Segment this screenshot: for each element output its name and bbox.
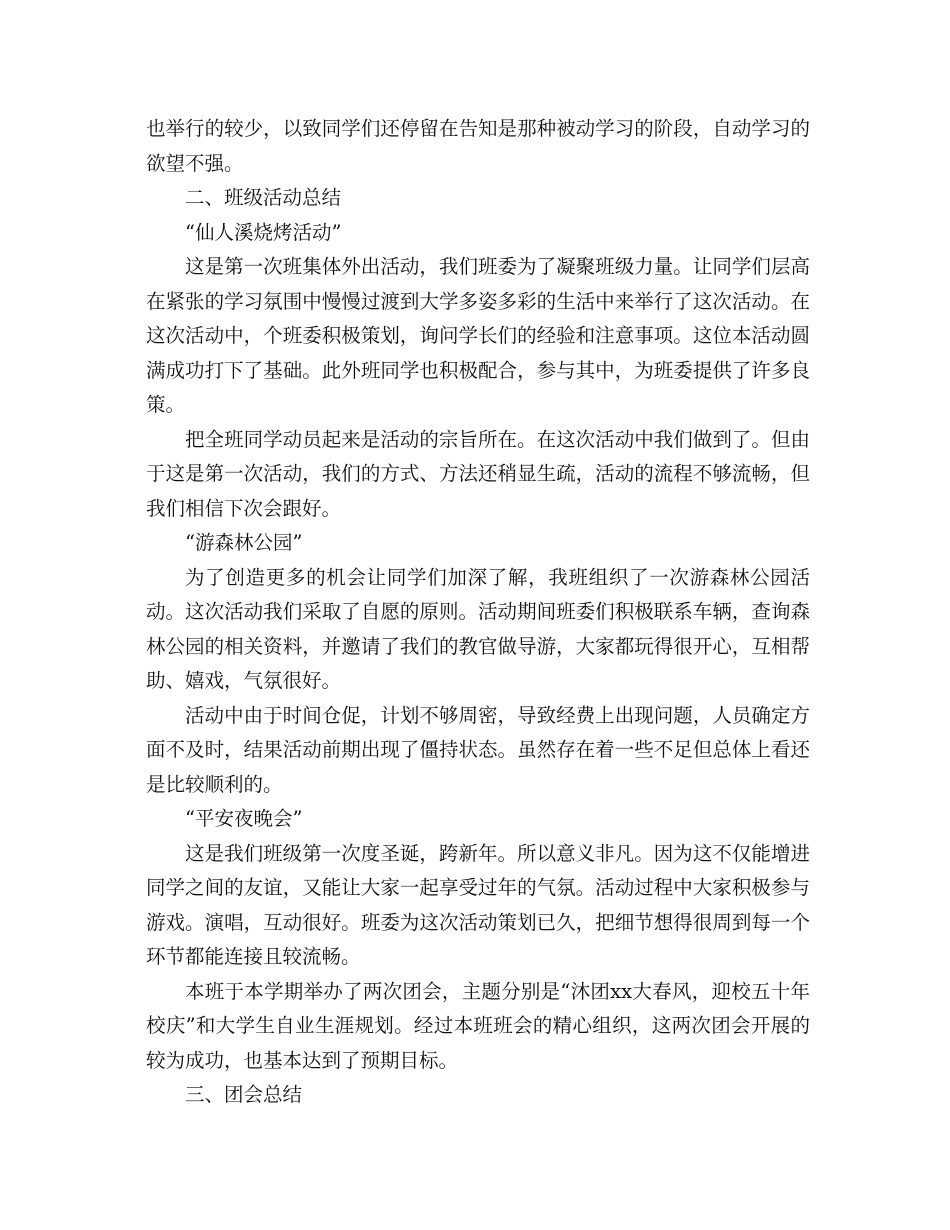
section-heading-league-summary: 三、团会总结: [185, 1083, 303, 1106]
paragraph-forest-2: 活动中由于时间仓促，计划不够周密，导致经费上出现问题，人员确定方面不及时，结果活动前期出现了僵持状态。虽然存在着一些不足但总体上看还是比较顺利的。: [146, 703, 810, 796]
paragraph-forest-1: 为了创造更多的机会让同学们加深了解，我班组织了一次游森林公园活动。这次活动我们采取了自愿的原则。活动期间班委们积极联系车辆，查询森林公园的相关资料，并邀请了我们的教官做导游，大家都玩得很开心，互相帮助、嬉戏，气氛很好。: [146, 565, 810, 692]
document-page: [146, 112, 810, 1113]
paragraph-intro: 也举行的较少，以致同学们还停留在告知是那种被动学习的阶段，自动学习的欲望不强。: [146, 117, 810, 175]
subheading-forest-park: “游森林公园”: [185, 531, 303, 554]
paragraph-league-meetings: 本班于本学期举办了两次团会，主题分别是“沐团xx大春风，迎校五十年校庆”和大学生自业生涯规划。经过本班班会的精心组织，这两次团会开展的较为成功，也基本达到了预期目标。: [146, 979, 810, 1072]
subheading-christmas-eve-party: “平安夜晚会”: [185, 807, 303, 830]
paragraph-bbq-1: 这是第一次班集体外出活动，我们班委为了凝聚班级力量。让同学们层高在紧张的学习氛围中慢慢过渡到大学多姿多彩的生活中来举行了这次活动。在这次活动中，个班委积极策划，询问学长们的经验和注意事项。这位本活动圆满成功打下了基础。此外班同学也积极配合，参与其中，为班委提供了许多良策。: [146, 255, 810, 416]
section-heading-class-activities: 二、班级活动总结: [185, 186, 342, 209]
subheading-bbq-activity: “仙人溪烧烤活动”: [185, 220, 342, 244]
paragraph-christmas-1: 这是我们班级第一次度圣诞，跨新年。所以意义非凡。因为这不仅能增进同学之间的友谊，又能让大家一起享受过年的气氛。活动过程中大家积极参与游戏。演唱，互动很好。班委为这次活动策划已久，把细节想得很周到每一个环节都能连接且较流畅。: [146, 841, 810, 968]
paragraph-bbq-2: 把全班同学动员起来是活动的宗旨所在。在这次活动中我们做到了。但由于这是第一次活动，我们的方式、方法还稍显生疏，活动的流程不够流畅，但我们相信下次会跟好。: [146, 427, 810, 520]
